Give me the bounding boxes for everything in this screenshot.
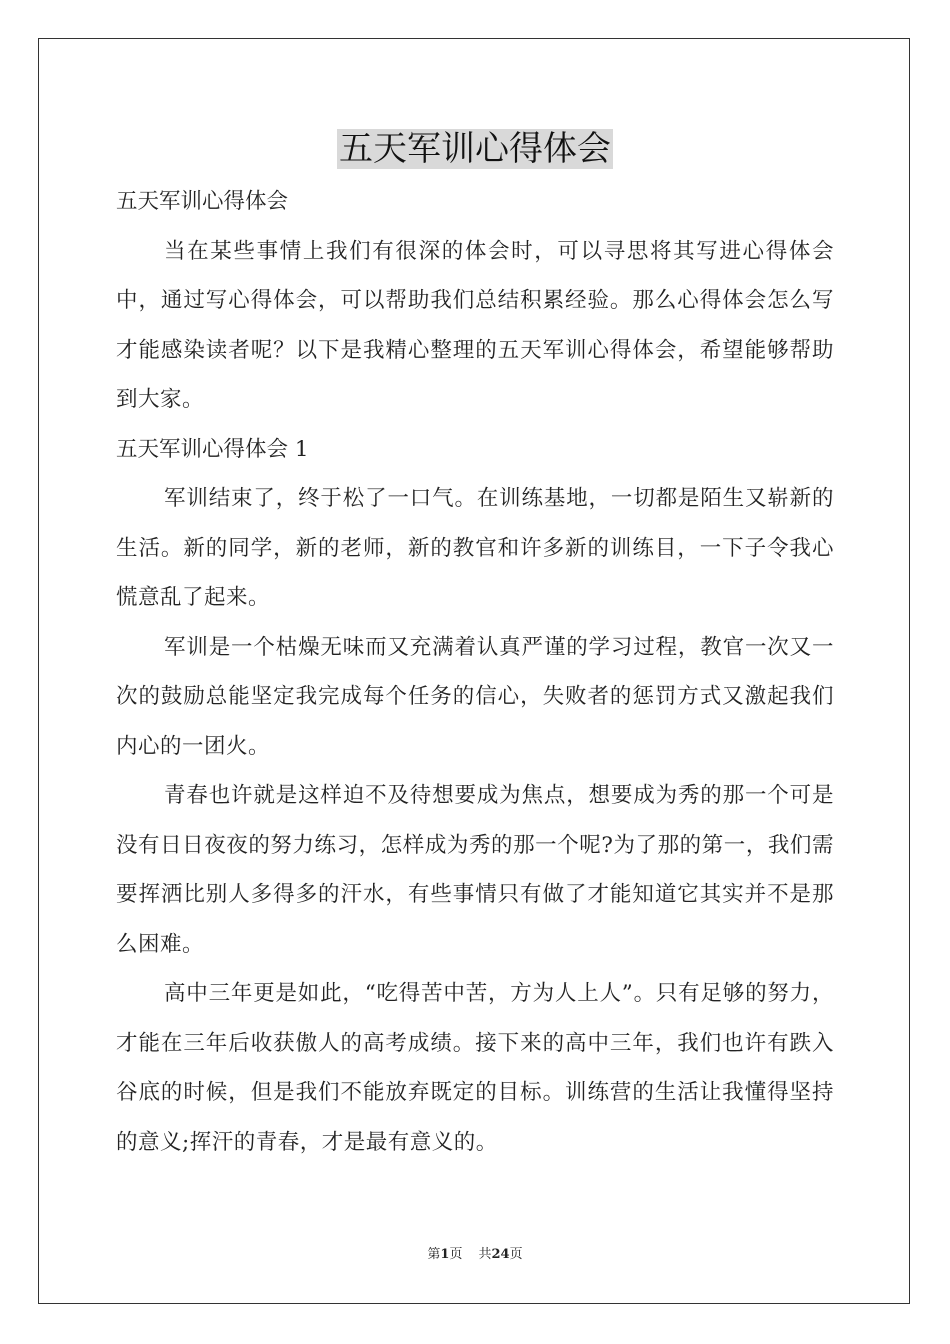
document-title-text: 五天军训心得体会	[339, 129, 611, 169]
body-paragraph: 军训是一个枯燥无味而又充满着认真严谨的学习过程，教官一次又一次的鼓励总能坚定我完成每个任务的信心，失败者的惩罚方式又激起我们内心的一团火。	[116, 634, 834, 759]
total-label-suffix: 页	[509, 1247, 523, 1262]
body-paragraph: 高中三年更是如此，“吃得苦中苦，方为人上人”。只有足够的努力，才能在三年后收获傲人的高考成绩。接下来的高中三年，我们也许有跌入谷底的时候，但是我们不能放弃既定的目标。训练营的生活让我懂得坚持的意义;挥汗的青春，才是最有意义的。	[116, 981, 834, 1155]
page-label-prefix: 第	[427, 1247, 441, 1262]
page-number: 1	[440, 1247, 450, 1262]
document-subtitle: 五天军训心得体会	[116, 189, 289, 214]
body-paragraph: 青春也许就是这样迫不及待想要成为焦点，想要成为秀的那一个可是没有日日夜夜的努力练习，怎样成为秀的那一个呢?为了那的第一，我们需要挥洒比别人多得多的汗水，有些事情只有做了才能知道它其实并不是那么困难。	[116, 783, 834, 957]
document-title	[0, 126, 950, 172]
page-footer	[0, 1246, 950, 1264]
total-pages: 24	[491, 1247, 510, 1262]
section-heading: 五天军训心得体会 1	[116, 436, 309, 462]
total-label-prefix: 共	[478, 1247, 492, 1262]
document-body	[116, 177, 834, 1167]
intro-paragraph: 当在某些事情上我们有很深的体会时，可以寻思将其写进心得体会中，通过写心得体会，可以帮助我们总结积累经验。那么心得体会怎么写才能感染读者呢？以下是我精心整理的五天军训心得体会，希望能够帮助到大家。	[116, 238, 834, 412]
page-label-suffix: 页	[449, 1247, 463, 1262]
body-paragraph: 军训结束了，终于松了一口气。在训练基地，一切都是陌生又崭新的生活。新的同学，新的老师，新的教官和许多新的训练目，一下子令我心慌意乱了起来。	[116, 486, 834, 610]
